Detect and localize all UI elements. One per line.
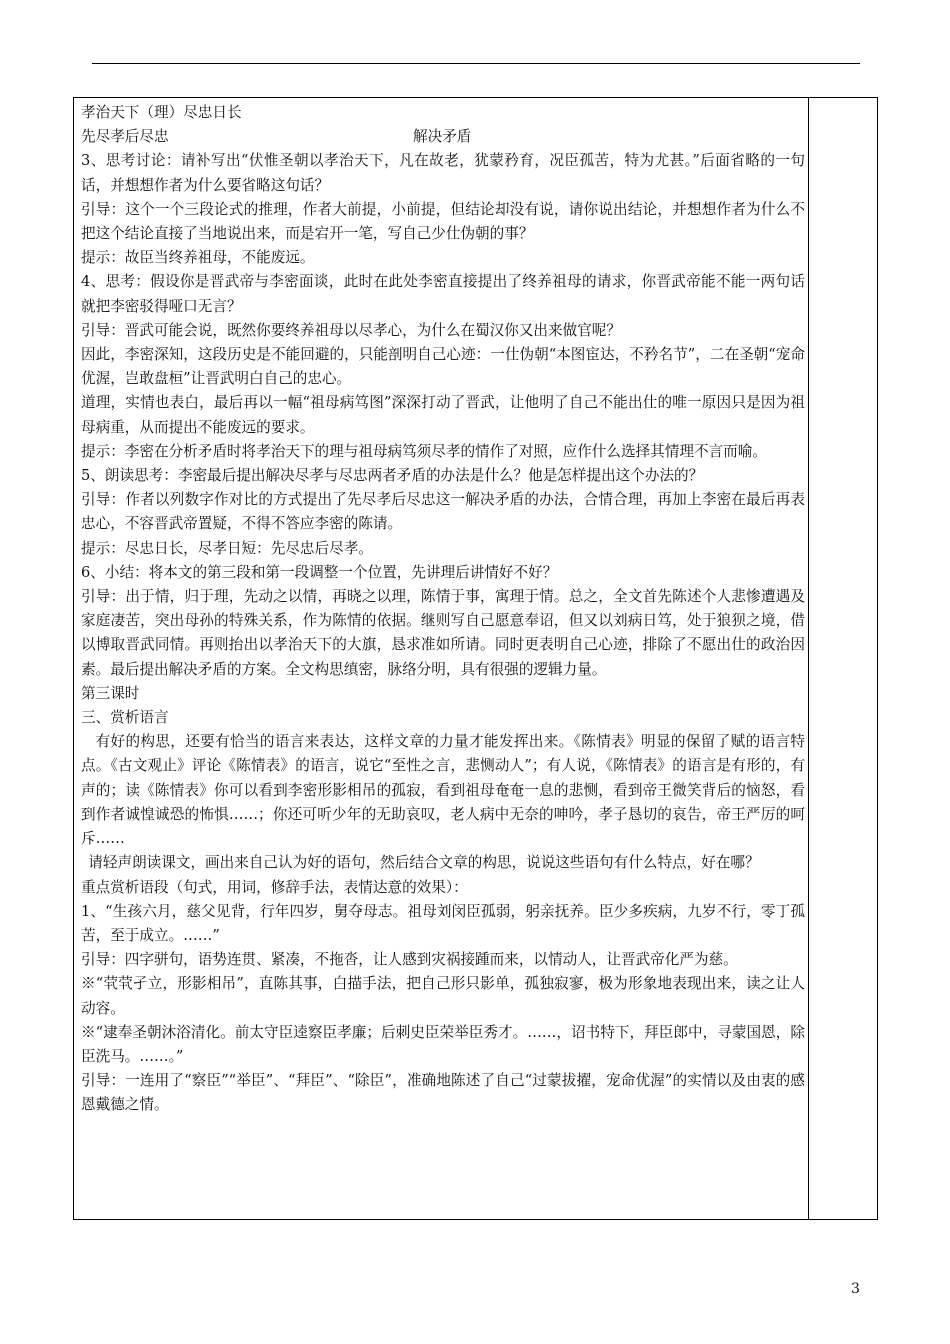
paragraph: 6、小结：将本文的第三段和第一段调整一个位置，先讲理后讲情好不好？ (81, 563, 558, 581)
header-rule (92, 63, 860, 64)
section-heading: 第三课时 (81, 684, 140, 702)
paragraph: 因此，李密深知，这段历史是不能回避的，只能剖明自己心迹：一仕伪朝“本图宦达，不矜名节”，二在圣朝“宠命优渥，岂敢盘桓”让晋武明白自己的忠心。 (81, 346, 805, 388)
paragraph: 4、思考：假设你是晋武帝与李密面谈，此时在此处李密直接提出了终养祖母的请求，你晋武帝能不能一两句话就把李密驳得哑口无言？ (81, 273, 805, 315)
paragraph: 引导：作者以列数字作对比的方式提出了先尽孝后尽忠这一解决矛盾的办法，合情合理，再加上李密在最后再表忠心，不容晋武帝置疑，不得不答应李密的陈请。 (81, 491, 805, 533)
text-line (81, 125, 805, 149)
paragraph: 引导：出于情，归于理，先动之以情，再晓之以理，陈情于事，寓理于情。总之，全文首先陈述个人悲惨遭遇及家庭凄苦，突出母孙的特殊关系，作为陈情的依据。继则写自己愿意奉诏，但又以刘病日笃，处于狼狈之境，借以博取晋武同情。再则抬出以孝治天下的大旗，恳求准如所请。同时更表明自己心迹，排除了不愿出仕的政治因素。最后提出解决矛盾的方案。全文构思缜密，脉络分明，具有很强的逻辑力量。 (81, 588, 805, 678)
lesson-content-cell (81, 101, 805, 1118)
paragraph: 引导：四字骈句，语势连贯、紧凑，不拖沓，让人感到灾祸接踵而来，以情动人，让晋武帝化严为慈。 (81, 951, 738, 969)
paragraph: 重点赏析语段（句式，用词，修辞手法，表情达意的效果）： (81, 878, 468, 896)
paragraph: 引导：一连用了“察臣”“举臣”、“拜臣”、“除臣”，准确地陈述了自己“过蒙拔擢，宠命优渥”的实情以及由衷的感恩戴德之情。 (81, 1072, 805, 1114)
paragraph: 3、思考讨论：请补写出“伏惟圣朝以孝治天下，凡在故老，犹蒙矜育，况臣孤苦，特为尤甚。”后面省略的一句话，并想想作者为什么要省略这句话？ (81, 152, 805, 194)
paragraph: 提示：故臣当终养祖母，不能废远。 (81, 249, 315, 267)
text-line: 孝治天下（理）尽忠日长 (81, 104, 242, 121)
paragraph: 提示：尽忠日长，尽孝日短：先尽忠后尽孝。 (81, 539, 373, 557)
page-number: 3 (851, 1281, 860, 1297)
text-right: 解决矛盾 (413, 128, 472, 146)
section-heading: 三、赏析语言 (81, 709, 169, 727)
paragraph: 有好的构思，还要有恰当的语言来表达，这样文章的力量才能发挥出来。《陈情表》明显的保留了赋的语言特点。《古文观止》评论《陈情表》的语言，说它“至性之言，悲恻动人”；有人说，《陈情表》的语言是有形的，有声的；读《陈情表》你可以看到李密形影相吊的孤寂，看到祖母奄奄一息的悲恻，看到帝王微笑背后的恼怒，看到作者诚惶诚恐的怖惧……；你还可听少年的无助哀叹，老人病中无奈的呻吟，孝子恳切的哀告，帝王严厉的呵斥…… (81, 733, 805, 848)
table-column-divider (808, 97, 809, 1220)
paragraph: 1、“生孩六月，慈父见背，行年四岁，舅夺母志。祖母刘闵臣孤弱，躬亲抚养。臣少多疾病，九岁不行，零丁孤苦，至于成立。……” (81, 902, 805, 944)
paragraph: ※“逮奉圣朝沐浴清化。前太守臣逵察臣孝廉；后刺史臣荣举臣秀才。……，诏书特下，拜臣郎中，寻蒙国恩，除臣洗马。……。” (81, 1023, 805, 1065)
paragraph: ※“茕茕孑立，形影相吊”，直陈其事，白描手法，把自己形只影单，孤独寂寥，极为形象地表现出来，读之让人动容。 (81, 975, 805, 1017)
paragraph: 请轻声朗读课文，画出来自己认为好的语句，然后结合文章的构思，说说这些语句有什么特点，好在哪？ (88, 854, 760, 872)
paragraph: 引导：晋武可能会说，既然你要终养祖母以尽孝心，为什么在蜀汉你又出来做官呢？ (81, 321, 621, 339)
text-left: 先尽孝后尽忠 (81, 128, 169, 146)
paragraph: 道理，实情也表白，最后再以一幅“祖母病笃图”深深打动了晋武，让他明了自己不能出仕的唯一原因只是因为祖母病重，从而提出不能废远的要求。 (81, 394, 805, 436)
paragraph: 引导：这个一个三段论式的推理，作者大前提，小前提，但结论却没有说，请你说出结论，并想想作者为什么不把这个结论直接了当地说出来，而是宕开一笔，写自己少仕伪朝的事？ (81, 200, 805, 243)
paragraph: 提示：李密在分析矛盾时将孝治天下的理与祖母病笃须尽孝的情作了对照，应作什么选择其情理不言而喻。 (81, 442, 767, 460)
paragraph: 5、朗读思考：李密最后提出解决尽孝与尽忠两者矛盾的办法是什么？他是怎样提出这个办法的？ (81, 467, 704, 485)
